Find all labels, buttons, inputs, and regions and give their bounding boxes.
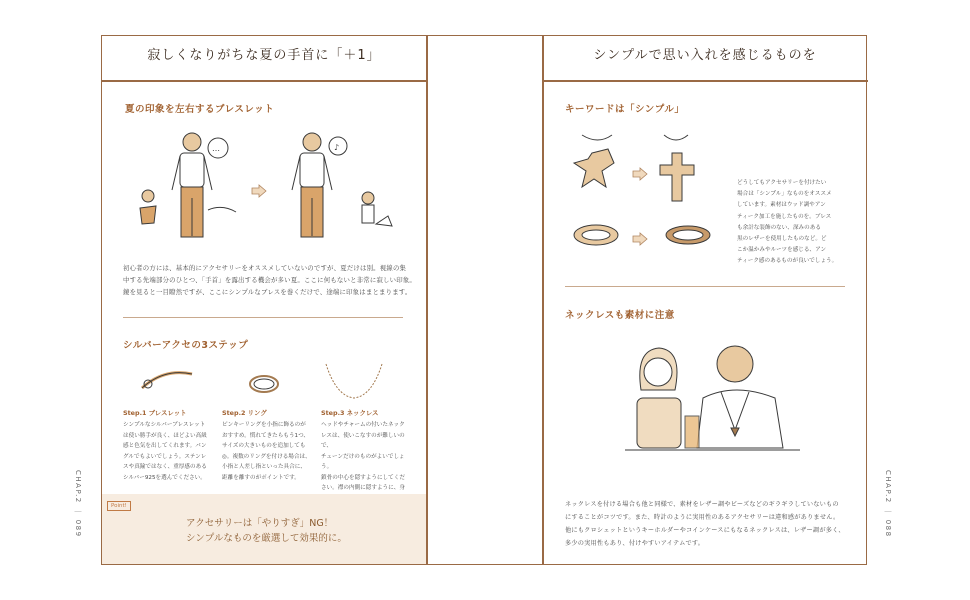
svg-text:♪: ♪ (334, 143, 340, 152)
step-line: ヘッドやチャームの付いたネック (321, 422, 405, 428)
bracelet-body (123, 262, 418, 298)
accessory-illustration (568, 135, 713, 265)
body-line: こか温かみやルーツを感じる、アン (737, 247, 827, 254)
right-side-label: CHAP.2 ｜ 088 (884, 470, 892, 538)
body-line: ティーク感のあるものが良いでしょう。 (737, 258, 838, 265)
body-line: ネックレスを付ける場合も他と同様で、素材をレザー調やビーズなどのギラギラしていないもの (565, 501, 839, 508)
section-divider (123, 317, 403, 318)
left-side-label: CHAP.2 ｜ 089 (74, 470, 82, 538)
arrow-right-icon (633, 168, 647, 180)
left-page-header: 寂しくなりがちな夏の手首に「＋1」 (147, 48, 381, 63)
step-line: レスは、使いこなすのが難しいので、 (321, 432, 405, 449)
body-line: ティーク加工を施したものを。ブレス (737, 213, 832, 220)
simple-section-title: キーワードは「シンプル」 (565, 104, 685, 115)
right-header-rule (542, 80, 868, 82)
step-line: チェーンだけのものがよいでしょう。 (321, 453, 405, 470)
right-page-header: シンプルで思い入れを感じるものを (593, 48, 817, 63)
simple-body (737, 178, 852, 268)
body-line: 他にもクロシェットというキーホルダーやコインケースにもなるネックレスは、レザー調が多く、 (565, 527, 845, 534)
right-page-edge (542, 35, 544, 565)
bracelet-section-title: 夏の印象を左右するブレスレット (125, 104, 275, 115)
body-line: 黒のレザーを使用したものなど。ど (737, 236, 827, 243)
silver-section-title: シルバーアクセの3ステップ (123, 340, 249, 351)
step-line: スや真鍮ではなく、重厚感のある (123, 464, 207, 470)
step-line: ピンキーリングを小指に飾るのが (222, 422, 306, 428)
step-line: 小指と人差し指といった具合に、 (222, 464, 306, 470)
left-header-rule (101, 80, 427, 82)
body-line: 多少の実用性もあり、付けやすいアイテムです。 (565, 540, 705, 547)
step-line: 距離を離すのがポイントです。 (222, 474, 300, 481)
point-line: アクセサリーは「やりすぎ」NG！ (186, 518, 334, 529)
body-line: 初心者の方には、基本的にアクセサリーをオススメしていないのですが、夏だけは別。視線の集 (123, 264, 407, 272)
body-line: しています。素材はウッド調やアン (737, 202, 826, 209)
arrow-right-icon (252, 185, 266, 197)
svg-text:…: … (212, 144, 220, 153)
step-line: 感と色気を出してくれます。バン (123, 443, 207, 449)
steps-illustration (136, 360, 396, 400)
body-line: 場合は「シンプル」なものをオススメ (737, 191, 832, 198)
step-line: シンプルなシルバーブレスレット (123, 422, 206, 428)
step-line: サイズの大きいものを追加しても (222, 443, 306, 449)
step-line: 鎖骨の中心を隠すようにしてくだ (321, 474, 405, 481)
necklace-section-title: ネックレスも素材に注意 (565, 310, 675, 321)
step-line: ◎。複数のリングを付ける場合は、 (222, 453, 311, 460)
step2-label: Step.2 リング (222, 409, 267, 417)
step-line: おすすめ。慣れてきたらもう1つ、 (222, 432, 310, 439)
body-line: も余計な装飾のない、深みのある (737, 224, 821, 231)
point-text (186, 516, 347, 546)
step3-label: Step.3 ネックレス (321, 409, 379, 417)
step2-body (222, 420, 314, 483)
arrow-right-icon (633, 233, 647, 245)
step-line: グルでもよいでしょう。ステンレ (123, 453, 207, 460)
step-line: さい。襟の内側に隠すように、身 (321, 485, 405, 491)
point-line: シンプルなものを厳選して効果的に。 (186, 533, 347, 544)
step-line: は使い勝手が良く、ほどよい高級 (123, 432, 207, 439)
body-line: どうしてもアクセサリーを付けたい (737, 180, 827, 186)
body-line: 鏡を見ると一目瞭然ですが、ここにシンプルなブレスを巻くだけで、途端に印象はまとまります。 (123, 288, 412, 296)
couple-illustration (625, 340, 805, 470)
body-line: にすることがコツです。また、時計のように実用性のあるアクセサリーは違和感がありません。 (565, 514, 840, 521)
step1-label: Step.1 ブレスレット (123, 409, 187, 417)
left-page-edge (426, 35, 428, 565)
step1-body (123, 420, 215, 483)
section-divider (565, 286, 845, 287)
point-tag: Point! (107, 501, 131, 511)
body-line: 中する先端部分のひとつ、「手首」を露出する機会が多い夏。ここに何もないと非常に寂しい印象。 (123, 276, 416, 284)
step-line: シルバー925を選んでください。 (123, 474, 206, 481)
necklace-body (565, 498, 855, 550)
